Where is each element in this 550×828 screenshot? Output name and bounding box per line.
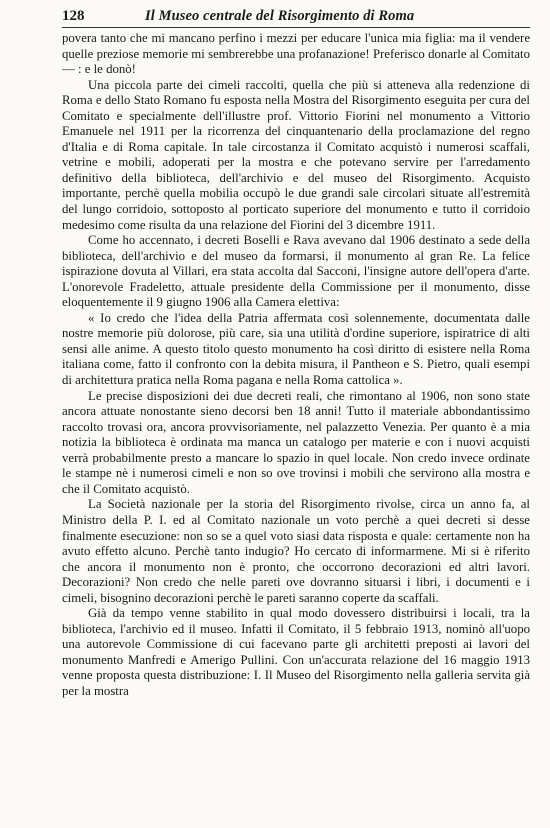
running-head: Il Museo centrale del Risorgimento di Roma — [145, 8, 415, 24]
paragraph-4: Le precise disposizioni dei due decreti reali, che rimontano al 1906, non sono state ancora attuate nonostante sieno decorsi ben 18 anni! Tutto il materiale abbondantissimo raccolto trovasi ora, ancora provvisoriamente, nel palazzetto Venezia. Per quanto è a mia notizia la biblioteca è ordinata ma manca un catalogo per materie e con i nuovi acquisti verrà probabilmente presto a mancare lo spazio in quel locale. Non credo invece ordinate le stampe nè i numerosi cimeli e non so ove trovinsi i mobili che servirono alla mostra e che il Comitato acquistò. — [62, 388, 530, 496]
page-number: 128 — [62, 8, 85, 24]
body-text — [62, 31, 530, 700]
paragraph-3: Come ho accennato, i decreti Boselli e Rava avevano dal 1906 destinato a sede della biblioteca, dell'archivio e del museo da formarsi, il monumento al gran Re. La felice ispirazione dovuta al Villari, era stata accolta dal Sacconi, l'insigne autore dell'opera d'arte. L'onorevole Fradeletto, attuale presidente della Commissione per il monumento, disse eloquentemente il 9 giugno 1906 alla Camera elettiva: — [62, 233, 530, 310]
paragraph-1: povera tanto che mi mancano perfino i mezzi per educare l'unica mia figlia: ma il vendere quelle preziose memorie mi sembrerebbe una profanazione! Preferisco donarle al Comitato — : e le donò! — [62, 31, 530, 77]
page-header — [62, 5, 530, 28]
paragraph-6: Già da tempo venne stabilito in qual modo dovessero distribuirsi i locali, tra la biblioteca, l'archivio ed il museo. Infatti il Comitato, il 5 febbraio 1913, nominò all'uopo una autorevole Commissione di cui facevano parte gli architetti preposti ai lavori del monumento Manfredi e Amerigo Pullini. Con un'accurata relazione del 16 maggio 1913 venne proposta questa distribuzione: I. Il Museo del Risorgimento nella galleria servita già per la mostra — [62, 606, 530, 698]
paragraph-5: La Società nazionale per la storia del Risorgimento rivolse, circa un anno fa, al Ministro della P. I. ed al Comitato nazionale un voto perchè a quei decreti si desse finalmente esecuzione: non so se a quel voto siasi data risposta e quale: certamente non ha avuto effetto alcuno. Perchè tanto indugio? Ho cercato di informarmene. Mi si è riferito che ancora il monumento non è pronto, che occorrono decorazioni ed altri lavori. Decorazioni? Non credo che nelle pareti ove dovranno situarsi i libri, i documenti e i cimeli, bisognino decorazioni perchè le pareti saranno coperte da scaffali. — [62, 497, 530, 605]
paragraph-2: Una piccola parte dei cimeli raccolti, quella che più si atteneva alla redenzione di Roma e dello Stato Romano fu esposta nella Mostra del Risorgimento eseguita per cura del Comitato e specialmente dell'illustre prof. Vittorio Fiorini nel monumento a Vittorio Emanuele nel 1911 per la ricorrenza del cinquantenario della proclamazione del regno d'Italia e di Roma capitale. In tale circostanza il Comitato acquistò i numerosi scaffali, vetrine e mobili, adoperati per la mostra e che potevano servire per l'arredamento definitivo della biblioteca, dell'archivio e del museo del Risorgimento. Acquisto importante, perchè quella mobilia occupò le due grandi sale circolari situate all'estremità del lungo corridoio, sottoposto al porticato superiore del monumento e tutto il corridoio medesimo come risulta da una relazione del Fiorini del 3 dicembre 1911. — [62, 77, 530, 232]
paragraph-quote: « Io credo che l'idea della Patria affermata così solennemente, documentata dalle nostre memorie più dolorose, più care, sia una utilità d'ordine superiore, ispiratrice di alti sensi alle anime. A questo titolo questo monumento ha così diritto di esistere nella Roma italiana come, fatto il confronto con la debita misura, il Pantheon e S. Pietro, quali esempi di architettura pratica nella Roma pagana e nella Roma cattolica ». — [62, 310, 530, 388]
